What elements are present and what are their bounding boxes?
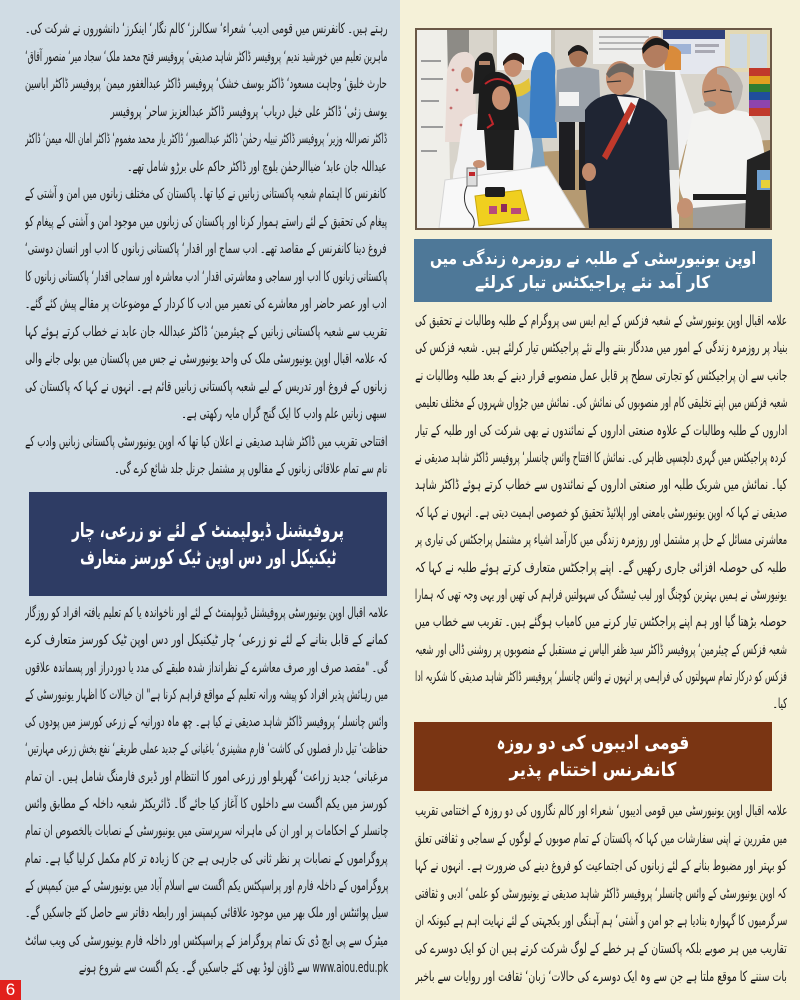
text-line — [415, 363, 787, 390]
text-line — [25, 181, 387, 209]
paragraph — [25, 181, 387, 319]
text-line-content: یوسف زئی‘ ڈاکٹر علی خیل دریاب‘ پروفیسر ڈاکٹر عبدالعزیز ساحر‘ پروفیسر — [110, 103, 387, 120]
courses-headline-line-2: ٹیکنیکل اور دس اوپن ٹیک کورسز متعارف — [79, 545, 337, 569]
text-line-content: فزکس کو درکار تمام سہولتوں کی فراہمی پر انہوں نے وائس چانسلر‘ پروفیسر ڈاکٹر شاہد صدیقی کا شکریہ ادا — [415, 669, 787, 686]
text-line — [415, 826, 787, 854]
text-line-content: کورسز میں یکم اگست سے داخلوں کا آغاز کیا جائے گا۔ ڈائریکٹر شعبہ داخلہ کے مطابق وائس — [25, 796, 388, 813]
text-line — [415, 853, 787, 881]
conference-headline-box — [414, 722, 772, 791]
text-line — [415, 691, 787, 718]
text-line-content: عبداللہ جان عابد‘ ضیاالرحمٰن بلوچ اور ڈاکٹر حاکم علی برڑو شامل تھے۔ — [127, 158, 387, 175]
text-line — [415, 418, 787, 445]
text-line-content: کمانے کے قابل بنانے کے لئے نو زرعی‘ چار ٹیکنیکل اور دس اوپن ٹیک کورسز متعارف کرے — [25, 632, 388, 649]
text-line — [415, 936, 787, 964]
physics-article-text — [415, 308, 787, 719]
text-line-content: صدیقی نے کہا کہ اوپن یونیورسٹی بامعنی اور اپلائیڈ تحقیق کو خصوصی اہمیت دیتی ہے۔ انہوں نے کہا کہ — [415, 504, 787, 521]
text-line — [415, 582, 787, 609]
text-line — [415, 664, 787, 691]
text-line-content: تقریب سے شعبہ پاکستانی زبانیں کے چیئرمین‘ ڈاکٹر عبداللہ جان عابد نے خطاب کرتے ہوئے کہا — [25, 323, 387, 340]
text-line-content: www.aiou.edu.pk سے ڈاؤن لوڈ بھی کئے جاسکیں گے۔ یکم اگست سے شروع ہونے — [78, 959, 388, 976]
conference-continuation-text — [25, 16, 387, 484]
text-line-content: پاکستانی زبانوں کا ادب اور سماجی و معاشرتی اقدار‘ ادب معاشرہ اور سماجی اقدار‘ پاکستانی زبانوں کا — [25, 268, 387, 285]
text-line-content: ڈاکٹر نصراللہ وزیر‘ پروفیسر ڈاکٹر نبیلہ رحمٰن‘ ڈاکٹر عبدالصبور‘ ڈاکٹر یار محمد مغموم‘ ڈاکٹر امان اللہ میمن‘ ڈاکٹر — [25, 131, 387, 147]
text-line — [25, 209, 387, 237]
text-line — [25, 236, 387, 264]
text-line-content: پروگراموں کے نصابات پر نظر ثانی کی جارہی ہے جن کا زیادہ تر کام مکمل کرلیا گیا ہے۔ تمام — [25, 850, 388, 867]
text-line-content: علامہ اقبال اوپن یونیورسٹی میں قومی ادیبوں‘ شعراء اور کالم نگاروں کی دو روزہ کے اختتامی تقریب — [415, 803, 787, 819]
text-line-content: سرگرمیوں کا گہوارہ بنادیا ہے جو امن و آشتی‘ ہم آہنگی اور یکجہتی کے لئے نہایت اہم ہے کیونکہ ان — [415, 913, 787, 930]
text-line — [25, 319, 387, 347]
text-line — [25, 99, 387, 127]
text-line — [415, 527, 787, 554]
text-line — [25, 764, 388, 791]
text-line — [415, 555, 787, 582]
text-line-content: بات سننے کا موقع ملتا ہے جن سے وہ ایک دوسرے کی حالات‘ زبان‘ ثقافت اور روایات سے باخبر — [415, 968, 787, 985]
text-line-content: شعبہ فزکس میں اپنے تخلیقی کام اور منصوبوں کی نمائش کی۔ نمائش میں جڑواں شہروں کے مختلف تعلیمی — [415, 395, 787, 412]
headline-line — [414, 730, 772, 757]
text-line — [25, 818, 388, 845]
text-line-content: وائس چانسلر‘ پروفیسر ڈاکٹر شاہد صدیقی نے کیا ہے۔ چھ ماہ دورانیہ کے زرعی کورسز میں پودوں کی — [25, 714, 388, 731]
text-line-content: تقاریب میں ہر صوبے بلکہ پاکستان کے ہر خطے کے لوگ شرکت کرتے ہیں ان کو ایک دوسرے کی — [415, 940, 787, 957]
physics-headline-box — [414, 239, 772, 302]
text-line — [25, 456, 387, 484]
text-line-content: کردہ پراجیکٹس میں گہری دلچسپی ظاہر کی۔ نمائش کا افتتاح وائس چانسلر‘ پروفیسر ڈاکٹر شاہد صدیقی نے — [415, 449, 787, 466]
paragraph — [25, 429, 387, 484]
text-line-content: افتتاحی تقریب میں ڈاکٹر شاہد صدیقی نے اعلان کیا تھا کہ اوپن یونیورسٹی پاکستانی زبانیں وادب کے — [25, 433, 387, 450]
conference-headline-line-2: کانفرنس اختتام پذیر — [509, 758, 677, 781]
text-line — [415, 637, 787, 664]
text-line-content: کیا۔ نمائش میں شریک طلبہ اور صنعتی اداروں کے نمائندوں سے خطاب کرتے ہوئے ڈاکٹر شاہد — [415, 477, 787, 494]
headline-line — [414, 757, 772, 784]
text-line — [25, 955, 388, 982]
headline-line — [29, 544, 387, 571]
text-line-content: معاشرتی مسائل کے حل پر مشتمل اور روزمرہ زندگی میں کارآمد اشیاء پر مشتمل پراجکٹس کی تیاری پر — [415, 532, 787, 549]
text-line-content: ادب اور عصر حاضر اور معاشرے کی تعمیر میں ادب کا کردار کے موضوعات پر مقالے پیش کئے گئے۔ — [25, 296, 387, 312]
exhibition-photo-illustration — [417, 30, 770, 228]
text-line — [25, 126, 387, 154]
text-line — [25, 736, 388, 763]
text-line-content: کہ علامہ اقبال اوپن یونیورسٹی ملک کی واحد یونیورسٹی نے جس میں پاکستان میں بولی جانے والی — [25, 351, 387, 367]
text-line — [25, 16, 387, 44]
conference-headline-line-1: قومی ادیبوں کی دو روزہ — [496, 731, 690, 754]
text-line — [25, 401, 387, 429]
text-line — [25, 846, 388, 873]
courses-article-text — [25, 600, 388, 982]
text-line — [415, 335, 787, 362]
text-line-content: سبھی زبانیں علم وادب کا ایک گنج گراں مایہ رکھتی ہے۔ — [181, 406, 387, 422]
text-line-content: رہتے ہیں۔ کانفرنس میں قومی ادیب‘ شعراء‘ سکالرز‘ کالم نگار‘ اینکرز‘ دانشوروں نے شرکت کی۔ — [25, 21, 387, 37]
paragraph — [415, 308, 787, 719]
text-line — [25, 374, 387, 402]
text-line — [415, 308, 787, 335]
text-line-content: میں مقررین نے اپنی سفارشات میں کہا کہ پاکستان کے تمام صوبوں کے لوگوں کے سماجی و ثقافتی تعلق — [415, 830, 787, 847]
text-line — [415, 881, 787, 909]
text-line — [25, 264, 387, 292]
text-line-content: حوصلہ بڑھتا گیا اور ہم اپنے پراجکٹس تیار کرنے میں کامیاب ہوگئے ہیں۔ تقریب سے خطاب میں — [415, 614, 787, 631]
text-line — [25, 71, 387, 99]
paragraph — [25, 44, 387, 127]
text-line-content: جانب سے ان پراجیکٹس کو تجارتی سطح پر قابل عمل منصوبے قرار دینے کے بعد طلبہ وطالبات نے — [415, 367, 787, 384]
text-line — [25, 627, 388, 654]
page-number-badge: 6 — [0, 980, 21, 1000]
text-line-content: کہ اوپن یونیورسٹی کے وائس چانسلر‘ پروفیسر ڈاکٹر شاہد صدیقی نے یونیورسٹی کو علمی‘ ادبی و ثقافتی — [415, 885, 787, 902]
text-line — [25, 600, 388, 627]
text-line — [25, 873, 388, 900]
text-line — [415, 472, 787, 499]
text-line-content: ماہرین تعلیم میں خورشید ندیم‘ پروفیسر ڈاکٹر شاہد صدیقی‘ پروفیسر فتح محمد ملک‘ سجاد میر‘ منصور آفاق‘ — [25, 48, 387, 65]
text-line-content: پروگراموں کے داخلہ فارم اور پراسپکٹس یکم اگست سے اسلام آباد میں یونیورسٹی کے مین کیمپس کے — [25, 877, 388, 894]
courses-headline-line-1: پروفیشنل ڈیولپمنٹ کے لئے نو زرعی، چار — [72, 518, 344, 542]
text-line-content: زبانوں کے فروغ اور تدریس کے لیے شعبہ پاکستانی زبانیں قائم ہے۔ انہوں نے کہا کہ پاکستان کی — [25, 378, 387, 395]
text-line-content: گی۔ "مقصد صرف اور صرف معاشرے کے نظرانداز شدہ طبقے کی مدد یا دوردراز اور پسماندہ علاقوں — [25, 659, 388, 676]
text-line-content: شعبہ فزکس کے چیئرمین‘ پروفیسر ڈاکٹر سید ظفر الیاس نے مستقبل کے منصوبوں پر روشنی ڈالی اور شعبہ — [415, 641, 787, 658]
text-line — [415, 390, 787, 417]
text-line-content: میں رہائش پذیر افراد کو پیشہ ورانہ تعلیم کے مواقع فراہم کرنا ہے" ان خیالات کا اظہار یونیورسٹی کے — [25, 686, 388, 703]
text-line-content: بنیاد پر روزمرہ زندگی کے امور میں مددگار بننے والے نئے پراجیکٹس تیار کرلئے ہیں۔ شعبہ فزکس کی — [415, 340, 787, 357]
text-line — [415, 964, 787, 992]
paragraph — [25, 600, 388, 982]
text-line-content: حارث خلیق‘ وجاہت مسعود‘ ڈاکٹر یوسف خشک‘ پروفیسر ڈاکٹر عبدالغفور میمن‘ پروفیسر ڈاکٹر اباسین — [25, 76, 387, 92]
text-line — [415, 798, 787, 826]
exhibition-photo — [415, 28, 772, 230]
text-line — [25, 154, 387, 182]
text-line — [25, 44, 387, 72]
text-line-content: میٹرک سے پی ایچ ڈی تک تمام پروگرامز کے پراسپکٹس اور داخلہ فارم یونیورسٹی کی ویب سائٹ — [25, 932, 388, 949]
text-line-content: علامہ اقبال اوپن یونیورسٹی پروفیشنل ڈیولپمنٹ کے لئے اور ناخواندہ یا کم تعلیم یافتہ افراد کو روزگار — [25, 605, 388, 621]
text-line-content: کو بہتر اور مضبوط بنانے کے لئے زبانوں کی اجتماعیت کو فروغ دینے کی ضرورت ہے۔ انہوں نے کہا — [415, 858, 787, 875]
text-line — [25, 291, 387, 319]
person-right-edge — [745, 150, 770, 228]
text-line-content: فروغ دینا کانفرنس کے مقاصد تھے۔ ادب سماج اور اقدار‘ پاکستانی زبانوں کا ادب اور انسان دوستی‘ — [25, 241, 387, 257]
physics-headline-line-1: اوپن یونیورسٹی کے طلبہ نے روزمرہ زندگی میں — [429, 248, 757, 269]
text-line — [25, 655, 388, 682]
text-line-content: طلبہ کی حوصلہ افزائی جاری رکھیں گے۔ اپنے پراجکٹس متعارف کرتے ہوئے طلبہ نے کہا کہ — [415, 559, 787, 576]
text-line-content: علامہ اقبال اوپن یونیورسٹی کے شعبہ فزکس کے ایم ایس سی پروگرام کے طلبہ وطالبات نے تحقیق کی — [415, 313, 787, 329]
text-line — [415, 445, 787, 472]
text-line-content: یونیورسٹی نے ہمیں بہترین کوچنگ اور لیب ٹیسٹنگ کی سہولتیں فراہم کی تھیں اور یہی وجہ تھی کہ ہمارا — [415, 586, 787, 603]
text-line — [25, 682, 388, 709]
text-line — [25, 429, 387, 457]
person-striped-cap — [749, 68, 770, 116]
text-line — [25, 900, 388, 927]
courses-headline-box — [29, 492, 387, 596]
text-line-content: چانسلر کے احکامات پر اور ان کی ماہرانہ سرپرستی میں یونیورسٹی کے نصابات بالخصوص ان تمام — [25, 823, 388, 840]
physics-headline-line-2: کار آمد نئے پراجیکٹس تیار کرلئے — [475, 272, 711, 293]
text-line — [415, 500, 787, 527]
text-line-content: اداروں کے طلبہ وطالبات کے علاوہ صنعتی اداروں کے نمائندوں نے بھی شرکت کی اور طلبہ کے تیار — [415, 422, 787, 439]
text-line-content: مرغبانی‘ جدید زراعت‘ گھریلو اور زرعی امور کا انتظام اور ڈیری فارمنگ شامل ہیں۔ ان تمام — [25, 768, 388, 785]
text-line-content: نام سے تمام علاقائی زبانوں کے مقالوں پر مشتمل جرنل جلد شائع کرے گی۔ — [114, 461, 387, 477]
paragraph — [415, 798, 787, 991]
paragraph — [25, 126, 387, 181]
paragraph — [25, 319, 387, 429]
paragraph — [25, 16, 387, 44]
headline-line — [414, 271, 772, 295]
text-line — [415, 908, 787, 936]
text-line — [25, 346, 387, 374]
conference-article-text — [415, 798, 787, 991]
text-line — [25, 791, 388, 818]
headline-line — [29, 517, 387, 544]
text-line — [25, 709, 388, 736]
text-line — [25, 928, 388, 955]
text-line-content: حفاظت‘ تیل دار فصلوں کی کاشت‘ فارم مشینری‘ باغبانی کے جدید عملی طریقے‘ نفع بخش زرعی مہارتیں‘ — [25, 741, 388, 758]
window-right — [725, 30, 770, 72]
text-line — [415, 609, 787, 636]
person-blue-hijab — [529, 52, 557, 138]
text-line-content: پیغام کی تحقیق کے لئے راستے ہموار کرنا اور پاکستان کی زبانوں میں موجود امن و آشتی کے پیغام کو — [25, 213, 387, 230]
text-line-content: سیل پوائنٹس اور ملک بھر میں موجود علاقائی کیمپسز اور رابطہ دفاتر سے حاصل کئے جاسکیں گے۔ — [25, 905, 388, 922]
headline-line — [414, 247, 772, 271]
text-line-content: کیا۔ — [772, 696, 787, 713]
text-line-content: کانفرنس کا اہتمام شعبہ پاکستانی زبانیں نے کیا تھا۔ پاکستان کی مختلف زبانوں میں امن و آشتی کے — [25, 186, 387, 202]
